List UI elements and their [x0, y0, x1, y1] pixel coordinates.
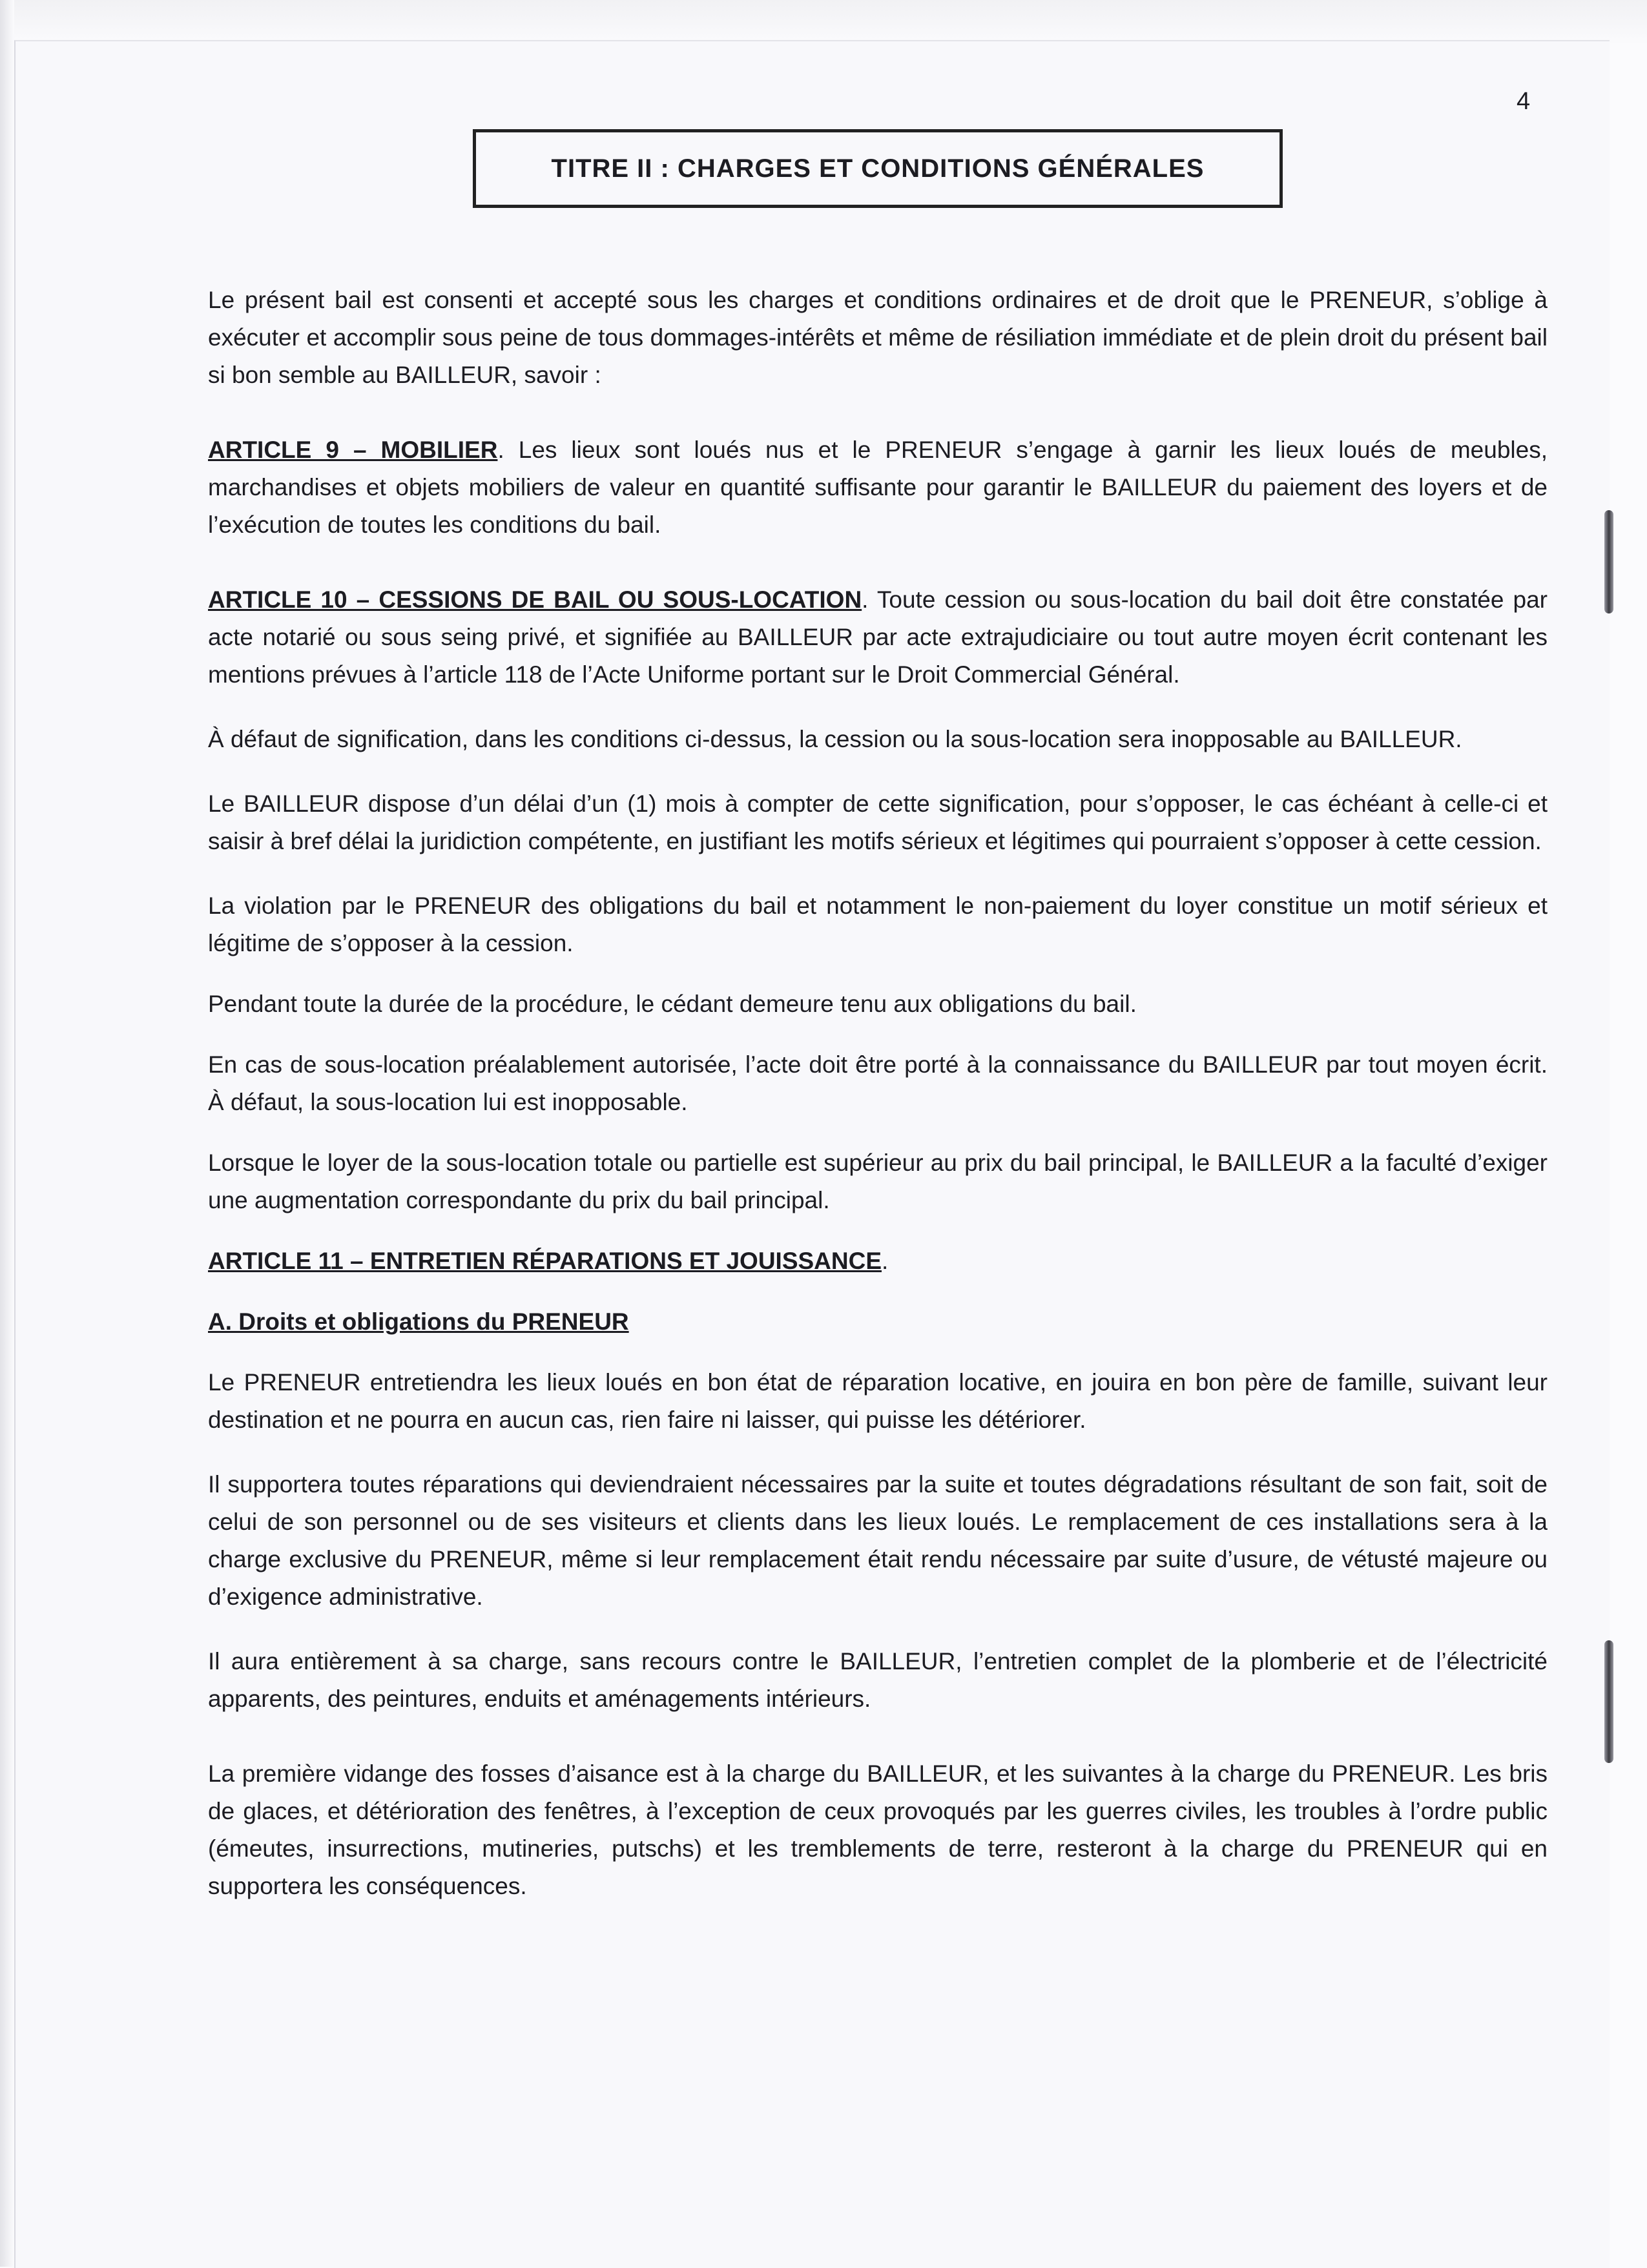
article-10-paragraph-procedure: Pendant toute la durée de la procédure, le cédant demeure tenu aux obligations du bail.: [208, 991, 1137, 1017]
scan-border-top: [0, 0, 1647, 45]
article-11-paragraph-maintenance: Le PRENEUR entretiendra les lieux loués en bon état de réparation locative, en jouira en bon père de famille, suivant leur destination et ne pourra en aucun cas, rien faire ni laisser, qui puisse les détériorer.: [208, 1369, 1548, 1433]
page-number: 4: [1517, 88, 1531, 115]
article-10-paragraph-default: À défaut de signification, dans les conditions ci-dessus, la cession ou la sous-location sera inopposable au BAILLEUR.: [208, 726, 1462, 752]
title-box: [473, 129, 1283, 208]
scan-border-left: [0, 0, 14, 2267]
article-10-paragraph: [208, 581, 1548, 694]
article-10-paragraph-rent: Lorsque le loyer de la sous-location totale ou partielle est supérieur au prix du bail principal, le BAILLEUR a la faculté d’exiger une augmentation correspondante du prix du bail principal.: [208, 1149, 1548, 1213]
article-11-paragraph-repairs: Il supportera toutes réparations qui deviendraient nécessaires par la suite et toutes dégradations résultant de son fait, soit de celui de son personnel ou de ses visiteurs et clients dans les lieux loués. Le remplacement de ces installations sera à la charge exclusive du PRENEUR, même si leur remplacement était rendu nécessaire par suite d’usure, de vétusté majeure ou d’exigence administrative.: [208, 1471, 1548, 1610]
article-10-text: . Toute cession ou sous-location du bail doit être constatée par acte notarié ou sous seing privé, et signifiée au BAILLEUR par acte extrajudiciaire ou tout autre moyen écrit contenant les mentions prévues à l’article 118 de l’Acte Uniforme portant sur le Droit Commercial Général.: [208, 586, 1548, 688]
article-10-heading: ARTICLE 10 – CESSIONS DE BAIL OU SOUS-LOCATION: [208, 586, 862, 613]
article-9-heading: ARTICLE 9 – MOBILIER: [208, 437, 498, 463]
article-11-paragraph-septic: La première vidange des fosses d’aisance est à la charge du BAILLEUR, et les suivantes à la charge du PRENEUR. Les bris de glaces, et détérioration des fenêtres, à l’exception de ceux provoqués par les guerres civiles, les troubles à l’ordre public (émeutes, insurrections, mutineries, putschs) et les tremblements de terre, resteront à la charge du PRENEUR qui en supportera les conséquences.: [208, 1760, 1548, 1899]
article-11-heading-suffix: .: [882, 1248, 889, 1274]
staple-clip-icon: [1604, 1640, 1613, 1763]
article-9-paragraph: [208, 431, 1548, 544]
intro-paragraph: Le présent bail est consenti et accepté sous les charges et conditions ordinaires et de droit que le PRENEUR, s’oblige à exécuter et accomplir sous peine de tous dommages-intérêts et même de résiliation immédiate et de plein droit du présent bail si bon semble au BAILLEUR, savoir :: [208, 287, 1548, 388]
article-11-heading-line: [208, 1242, 1548, 1280]
article-11-subheading: A. Droits et obligations du PRENEUR: [208, 1308, 629, 1335]
article-11-heading: ARTICLE 11 – ENTRETIEN RÉPARATIONS ET JOUISSANCE: [208, 1248, 882, 1274]
article-9-text: . Les lieux sont loués nus et le PRENEUR s’engage à garnir les lieux loués de meubles, marchandises et objets mobiliers de valeur en quantité suffisante pour garantir le BAILLEUR du paiement des loyers et de l’exécution de toutes les conditions du bail.: [208, 437, 1548, 538]
article-11-paragraph-plumbing: Il aura entièrement à sa charge, sans recours contre le BAILLEUR, l’entretien complet de la plomberie et de l’électricité apparents, des peintures, enduits et aménagements intérieurs.: [208, 1648, 1548, 1712]
staple-clip-icon: [1604, 510, 1613, 613]
article-10-paragraph-violation: La violation par le PRENEUR des obligations du bail et notamment le non-paiement du loyer constitue un motif sérieux et légitime de s’opposer à la cession.: [208, 892, 1548, 956]
article-10-paragraph-delay: Le BAILLEUR dispose d’un délai d’un (1) mois à compter de cette signification, pour s’opposer, le cas échéant à celle-ci et saisir à bref délai la juridiction compétente, en justifiant les motifs sérieux et légitimes qui pourraient s’opposer à cette cession.: [208, 790, 1548, 854]
article-10-paragraph-sublease: En cas de sous-location préalablement autorisée, l’acte doit être porté à la connaissance du BAILLEUR par tout moyen écrit. À défaut, la sous-location lui est inopposable.: [208, 1051, 1548, 1115]
page-title: TITRE II : CHARGES ET CONDITIONS GÉNÉRALES: [551, 154, 1205, 183]
document-body: [208, 282, 1548, 1905]
